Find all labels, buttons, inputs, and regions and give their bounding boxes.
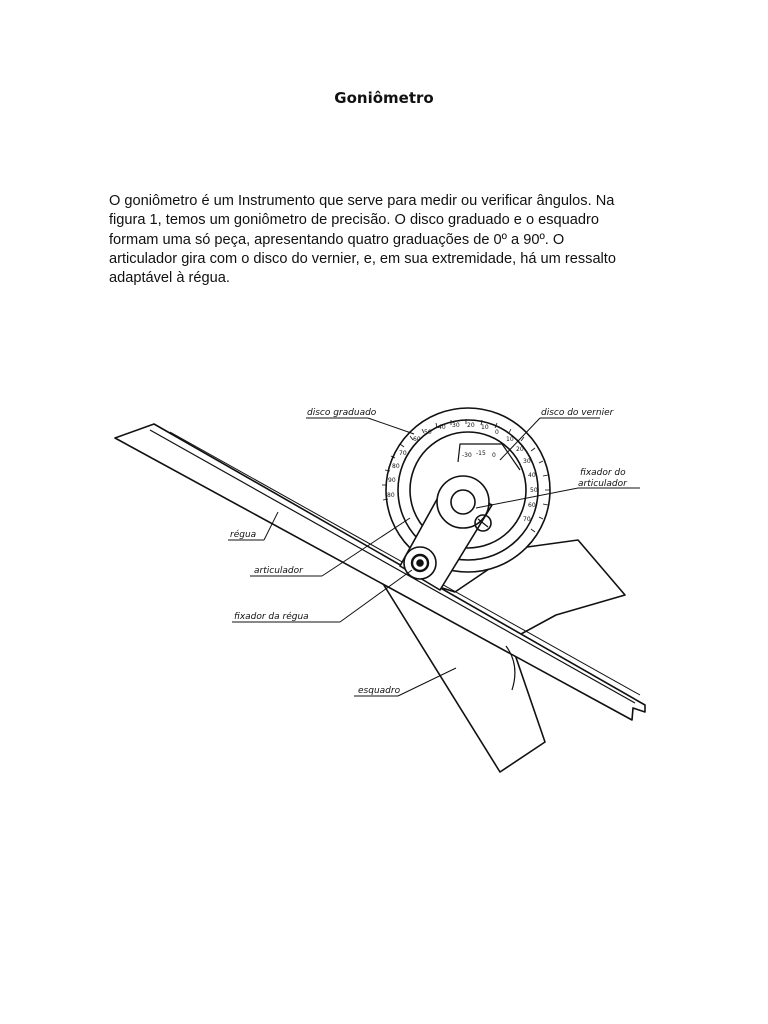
svg-text:10: 10 [481, 424, 489, 431]
svg-text:70: 70 [399, 450, 407, 457]
svg-text:60: 60 [528, 502, 536, 509]
paragraph-line: O goniômetro é um Instrumento que serve para medir ou verificar ângulos. Na [109, 193, 615, 209]
svg-text:40: 40 [438, 424, 446, 431]
label-articulator-fixer-2: articulador [578, 479, 627, 489]
svg-text:80: 80 [392, 463, 400, 470]
svg-text:0: 0 [492, 452, 496, 459]
svg-text:70: 70 [523, 516, 531, 523]
svg-text:10: 10 [506, 436, 514, 443]
page-title: Goniômetro [334, 89, 434, 107]
label-articulator-fixer: fixador do [580, 468, 626, 478]
svg-text:0: 0 [495, 429, 499, 436]
svg-text:40: 40 [528, 472, 536, 479]
svg-text:50: 50 [424, 429, 432, 436]
svg-text:50: 50 [530, 487, 538, 494]
paragraph-line: articulador gira com o disco do vernier, e, em sua extremidade, há um ressalto [109, 250, 616, 267]
svg-text:-15: -15 [476, 450, 486, 457]
label-articulator: articulador [254, 566, 303, 576]
paragraph-line: figura 1, temos um goniômetro de precisão. O disco graduado e o esquadro [109, 212, 599, 229]
svg-text:20: 20 [467, 422, 475, 429]
label-square: esquadro [358, 686, 401, 696]
svg-text:20: 20 [516, 446, 524, 453]
svg-text:60: 60 [413, 436, 421, 443]
label-vernier-disc: disco do vernier [541, 408, 614, 418]
label-ruler-fixer: fixador da régua [234, 612, 309, 622]
svg-text:90: 90 [388, 477, 396, 484]
svg-text:30: 30 [452, 422, 460, 429]
svg-text:30: 30 [523, 458, 531, 465]
svg-text:-30: -30 [462, 452, 472, 459]
paragraph-line: adaptável à régua. [109, 270, 230, 287]
paragraph-line: formam uma só peça, apresentando quatro graduações de 0º a 90º. O [109, 231, 565, 248]
label-ruler: régua [230, 530, 257, 540]
svg-text:80: 80 [387, 492, 395, 499]
label-graduated-disc: disco graduado [307, 408, 377, 418]
